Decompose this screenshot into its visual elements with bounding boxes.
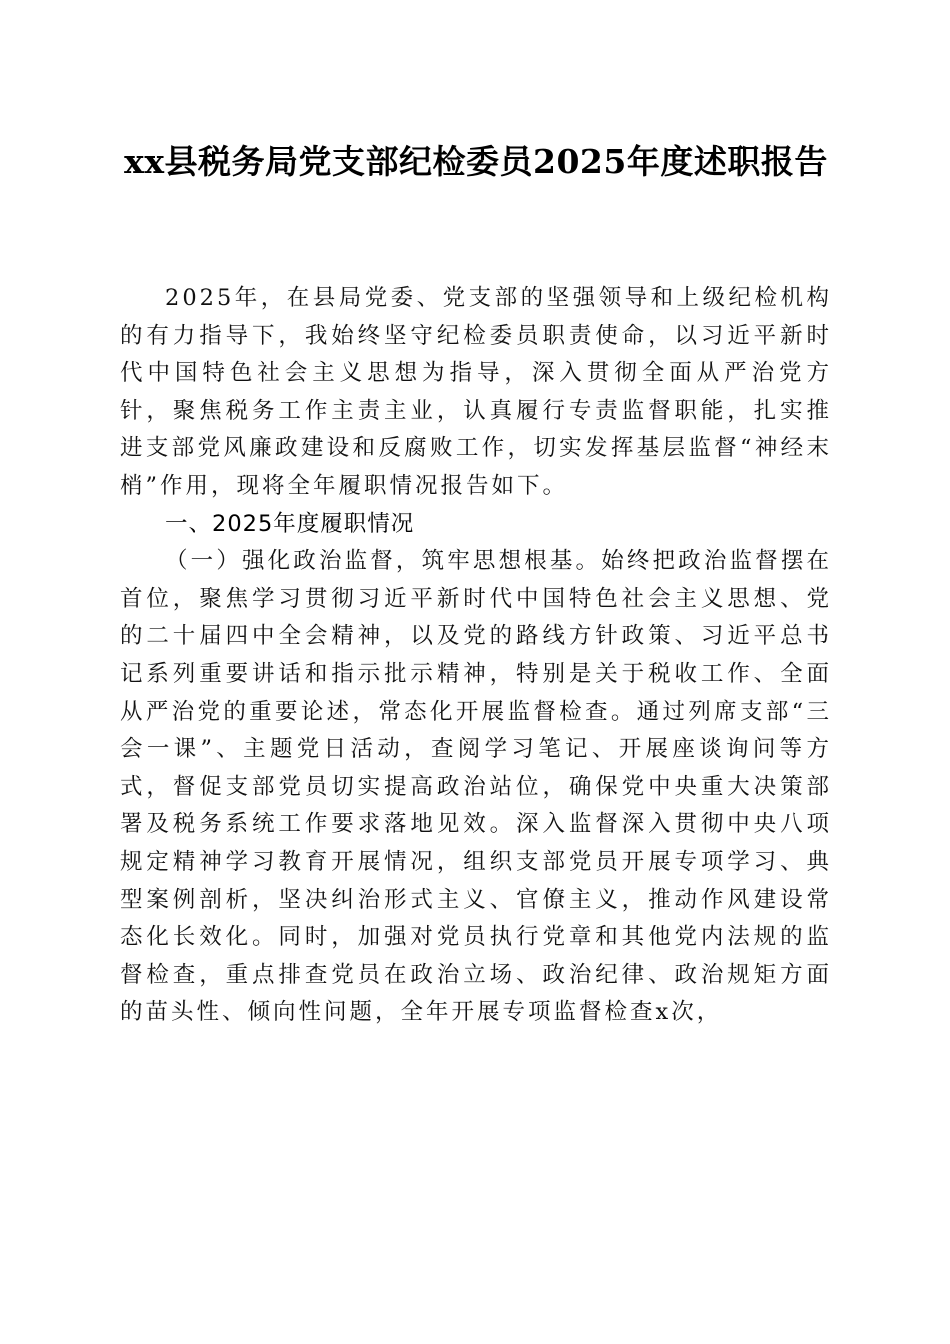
subsection-lead: （一）强化政治监督，筑牢思想根基。 <box>165 548 602 575</box>
section-heading: 一、2025年度履职情况 <box>165 510 415 537</box>
intro-paragraph: 2025年，在县局党委、党支部的坚强领导和上级纪检机构的有力指导下，我始终坚守纪检委员职责使命，以习近平新时代中国特色社会主义思想为指导，深入贯彻全面从严治党方针，聚焦税务工作主责主业，认真履行专责监督职能，扎实推进支部党风廉政建设和反腐败工作，切实发挥基层监督“神经末梢”作用，现将全年履职情况报告如下。 <box>120 285 832 499</box>
subsection-body: 始终把政治监督摆在首位，聚焦学习贯彻习近平新时代中国特色社会主义思想、党的二十届四中全会精神，以及党的路线方针政策、习近平总书记系列重要讲话和指示批示精神，特别是关于税收工作、全面从严治党的重要论述，常态化开展监督检查。通过列席支部“三会一课”、主题党日活动，查阅学习笔记、开展座谈询问等方式，督促支部党员切实提高政治站位，确保党中央重大决策部署及税务系统工作要求落地见效。深入监督深入贯彻中央八项规定精神学习教育开展情况，组织支部党员开展专项学习、典型案例剖析，坚决纠治形式主义、官僚主义，推动作风建设常态化长效化。同时，加强对党员执行党章和其他党内法规的监督检查，重点排查党员在政治立场、政治纪律、政治规矩方面的苗头性、倾向性问题，全年开展专项监督检查x次， <box>120 548 832 1026</box>
document-title: xx县税务局党支部纪检委员2025年度述职报告 <box>124 142 828 181</box>
subsection-paragraph <box>120 543 832 1032</box>
document-body <box>120 280 832 1032</box>
